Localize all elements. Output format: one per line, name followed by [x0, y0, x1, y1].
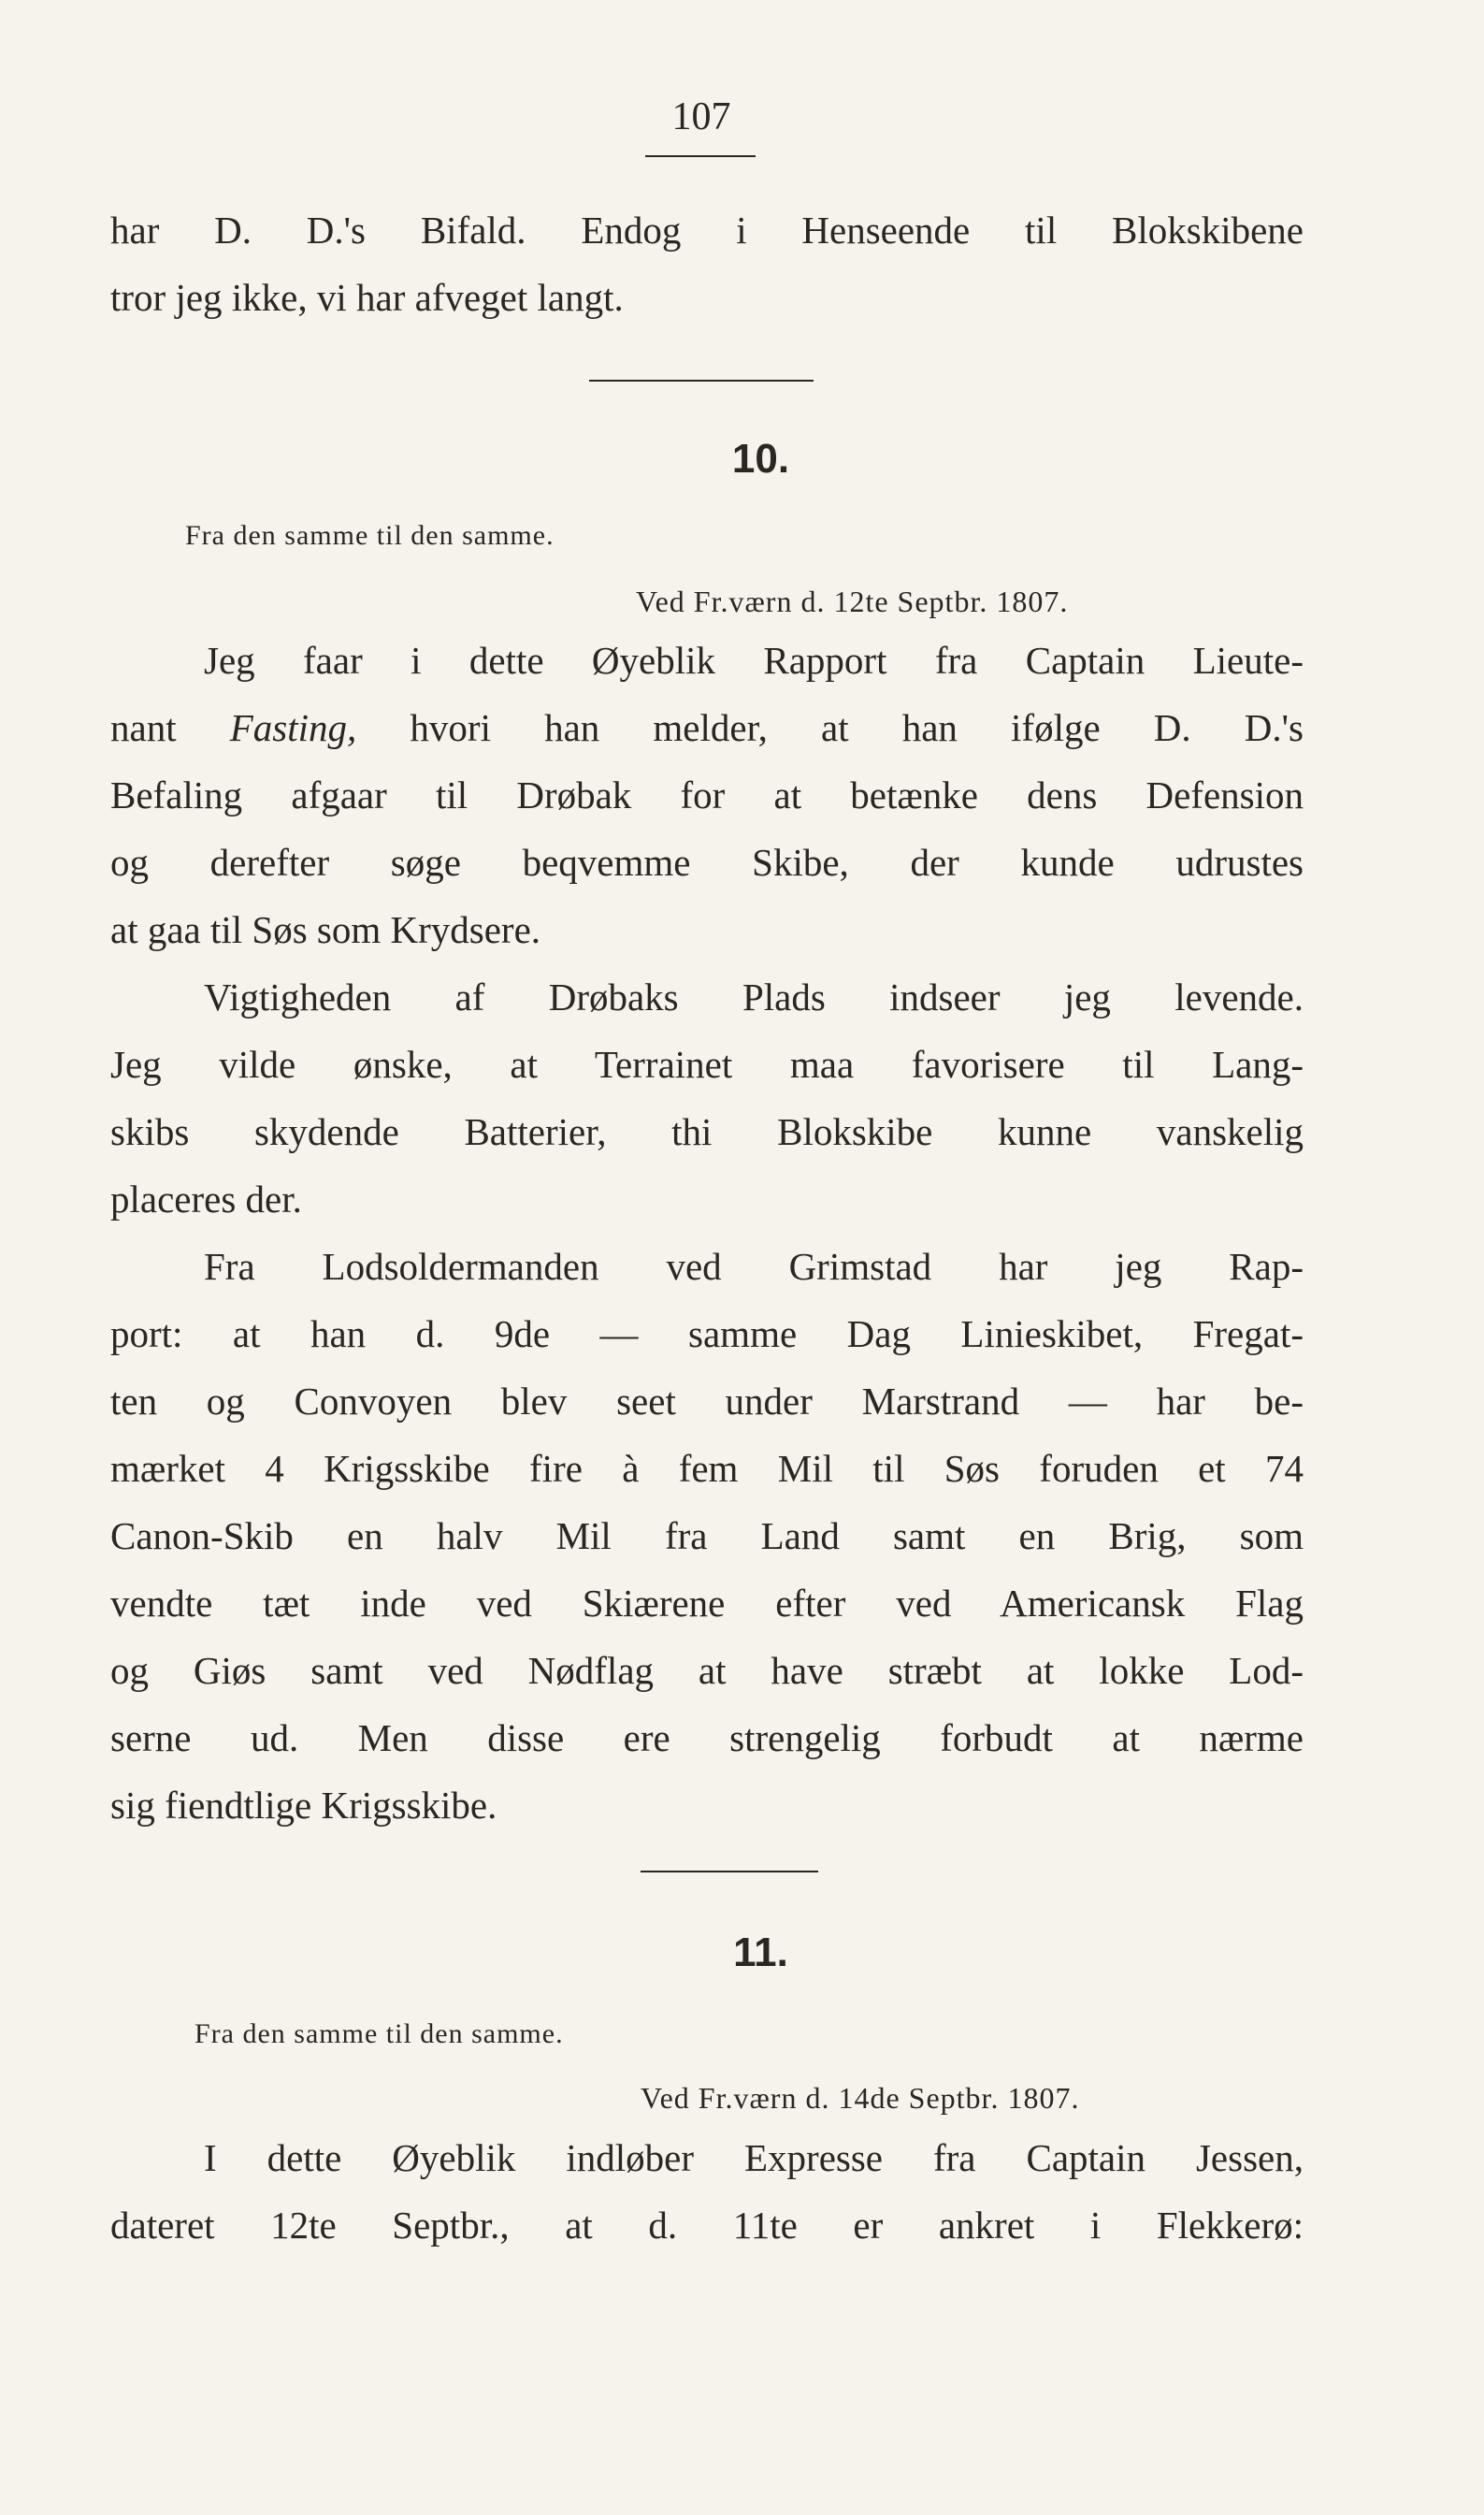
text-line: at gaa til Søs som Krydsere.	[110, 908, 541, 951]
text-line: sig fiendtlige Krigsskibe.	[110, 1784, 497, 1827]
text-line	[110, 694, 1304, 761]
text-segment: nant	[110, 706, 230, 749]
letter-11-body	[110, 2124, 1304, 2259]
text-line: har D. D.'s Bifald. Endog i Henseende til Blokskibene	[110, 209, 1304, 252]
page-number-rule	[645, 155, 756, 157]
section-divider	[589, 380, 814, 382]
text-line: skibs skydende Batterier, thi Blokskibe kunne vanskelig	[110, 1110, 1304, 1153]
text-line: tror jeg ikke, vi har afveget langt.	[110, 276, 624, 319]
text-line: Fra Lodsoldermanden ved Grimstad har jeg Rap-	[204, 1245, 1304, 1288]
text-line: I dette Øyeblik indløber Expresse fra Captain Jessen,	[204, 2136, 1304, 2179]
text-line: og Giøs samt ved Nødflag at have stræbt at lokke Lod-	[110, 1649, 1304, 1692]
text-line: serne ud. Men disse ere strengelig forbudt at nærme	[110, 1716, 1304, 1759]
text-line: dateret 12te Septbr., at d. 11te er ankret i Flekkerø:	[110, 2204, 1304, 2247]
text-line: Canon-Skib en halv Mil fra Land samt en Brig, som	[110, 1514, 1304, 1557]
text-line: Vigtigheden af Drøbaks Plads indseer jeg levende.	[204, 976, 1304, 1019]
page-number: 107	[671, 95, 731, 138]
letter-10-body	[110, 627, 1304, 1839]
letter-number: 11.	[733, 1930, 788, 1975]
letter-number: 10.	[731, 436, 790, 482]
text-line: port: at han d. 9de — samme Dag Linieskibet, Fregat-	[110, 1312, 1304, 1355]
text-line: Jeg vilde ønske, at Terrainet maa favorisere til Lang-	[110, 1043, 1304, 1086]
text-line: vendte tæt inde ved Skiærene efter ved Americansk Flag	[110, 1582, 1304, 1625]
letter-dateline: Ved Fr.værn d. 14de Septbr. 1807.	[641, 2081, 1080, 2115]
text-line: Befaling afgaar til Drøbak for at betænke dens Defension	[110, 773, 1304, 817]
letter-dateline: Ved Fr.værn d. 12te Septbr. 1807.	[636, 585, 1069, 618]
text-line: og derefter søge beqvemme Skibe, der kunde udrustes	[110, 841, 1304, 884]
text-line: placeres der.	[110, 1178, 302, 1221]
text-line: mærket 4 Krigsskibe fire à fem Mil til Søs foruden et 74	[110, 1447, 1304, 1490]
text-line: ten og Convoyen blev seet under Marstrand — har be-	[110, 1380, 1304, 1423]
text-segment: hvori han melder, at han ifølge D. D.'s	[356, 706, 1304, 749]
opening-paragraph	[110, 196, 1304, 331]
name-fasting: Fasting,	[229, 706, 357, 749]
letter-heading: Fra den samme til den samme.	[195, 2018, 564, 2049]
section-divider	[641, 1871, 818, 1872]
letter-heading: Fra den samme til den samme.	[185, 520, 555, 551]
text-line: Jeg faar i dette Øyeblik Rapport fra Captain Lieute-	[204, 639, 1304, 682]
